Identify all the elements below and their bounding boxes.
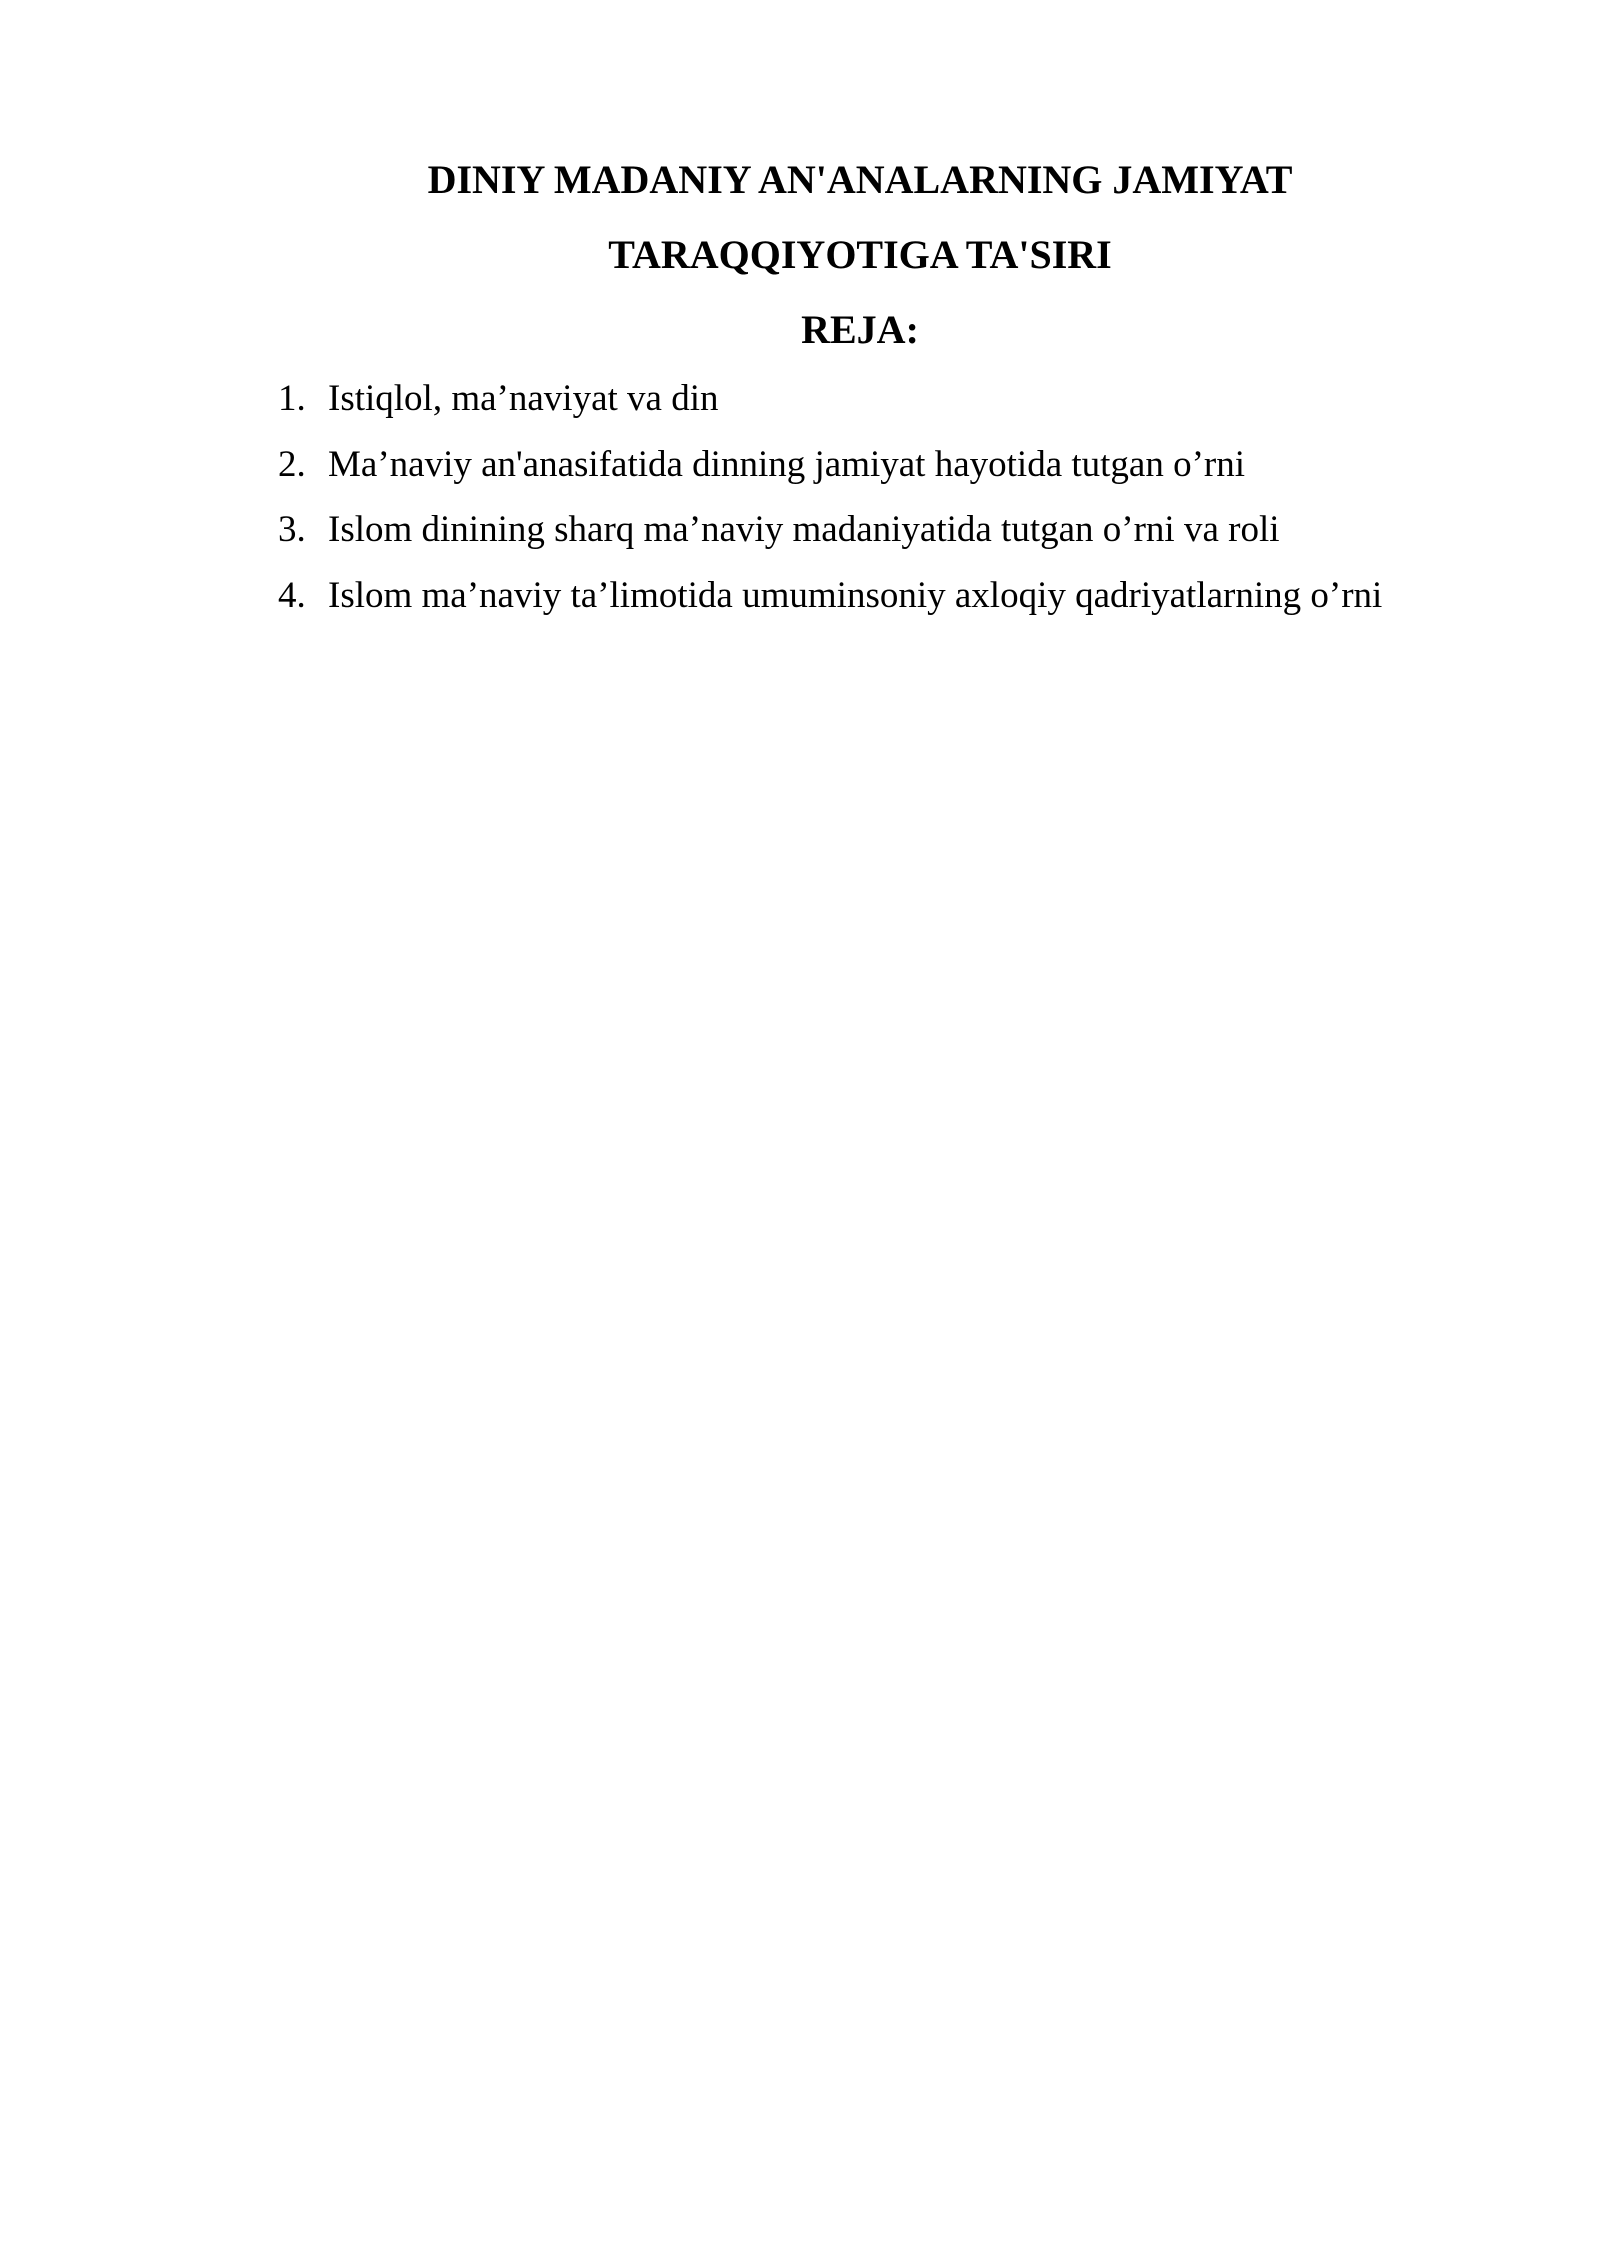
plan-item-number: 2. [278,443,306,485]
plan-item-1 [278,366,1382,432]
plan-item-2 [278,432,1382,498]
plan-list [278,366,1382,628]
plan-item-number: 1. [278,378,306,419]
plan-item-text: Islom ma’naviy ta’limotida umuminsoniy axloqiy qadriyatlarning o’rni [328,574,1383,616]
plan-item-number: 4. [278,574,306,616]
document-title-line-2: TARAQQIYOTIGA TA'SIRI [608,232,1112,277]
plan-item-text: Ma’naviy an'anasifatida dinning jamiyat hayotida tutgan o’rni [328,443,1246,485]
document-title-line-1: DINIY MADANIY AN'ANALARNING JAMIYAT [427,157,1293,202]
plan-item-3 [278,497,1382,563]
plan-item-number: 3. [278,509,306,550]
plan-heading: REJA: [801,307,919,352]
title-block [280,142,1440,367]
plan-item-4 [278,563,1382,629]
plan-item-text: Islom dinining sharq ma’naviy madaniyatida tutgan o’rni va roli [328,509,1280,550]
plan-item-text: Istiqlol, ma’naviyat va din [328,378,719,419]
